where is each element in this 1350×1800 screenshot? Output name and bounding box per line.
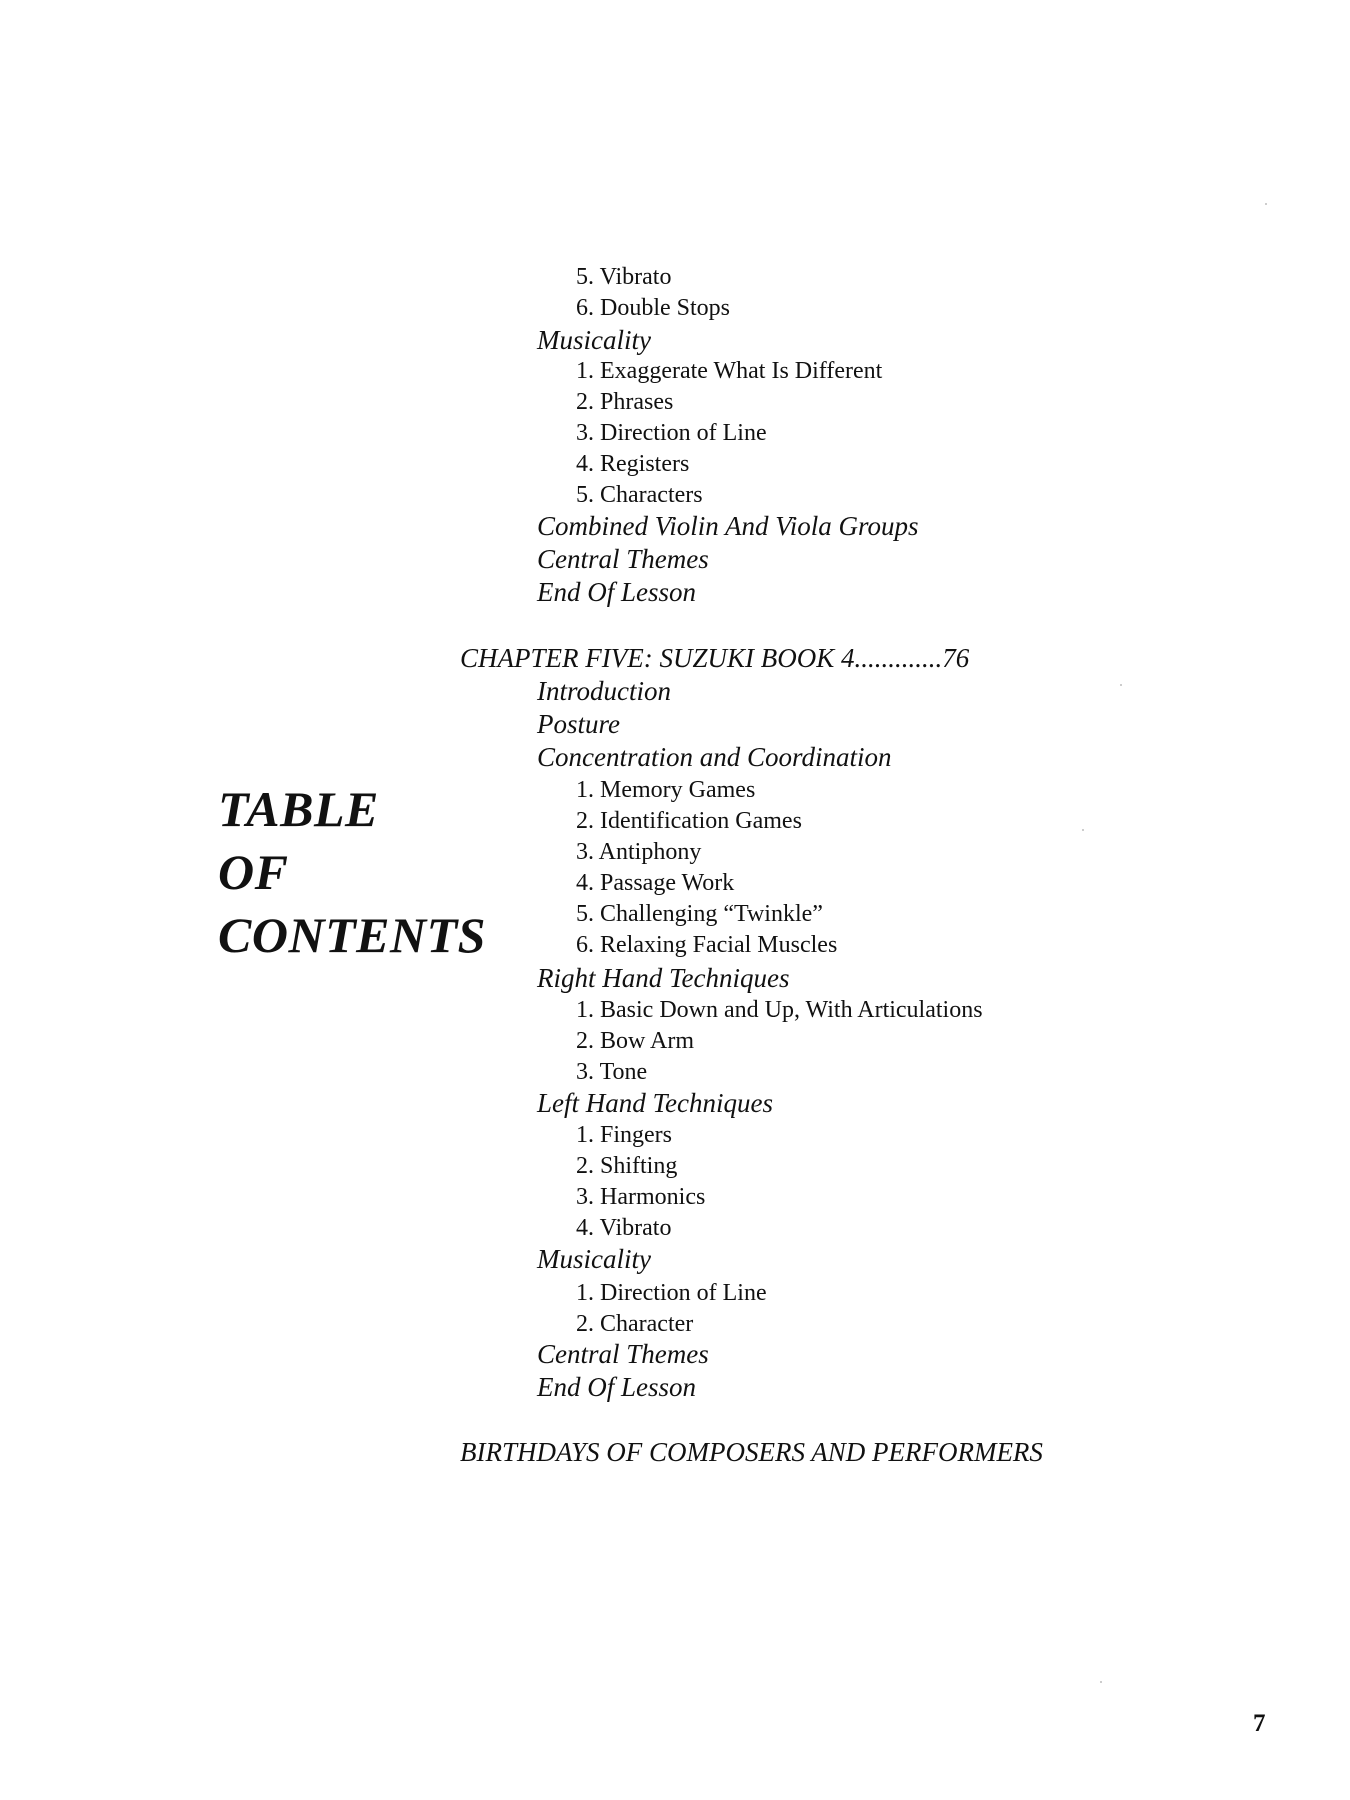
toc-item: 1. Direction of Line xyxy=(576,1280,767,1306)
toc-section-central-themes: Central Themes xyxy=(537,544,709,574)
toc-item: 2. Character xyxy=(576,1311,694,1337)
toc-item: 6. Double Stops xyxy=(576,295,731,321)
toc-section-end-of-lesson: End Of Lesson xyxy=(537,1372,697,1402)
toc-item: 3. Antiphony xyxy=(576,839,702,865)
toc-section-musicality: Musicality xyxy=(537,1244,651,1274)
toc-item: 5. Challenging “Twinkle” xyxy=(576,901,823,927)
toc-item: 6. Relaxing Facial Muscles xyxy=(576,932,838,958)
toc-item: 2. Shifting xyxy=(576,1153,678,1179)
scan-speck xyxy=(1082,829,1084,831)
toc-item: 3. Tone xyxy=(576,1059,648,1085)
table-of-contents-title xyxy=(218,778,486,967)
toc-item: 1. Memory Games xyxy=(576,777,756,803)
toc-section-posture: Posture xyxy=(537,709,620,739)
toc-item: 4. Registers xyxy=(576,451,690,477)
scan-speck xyxy=(1265,203,1267,205)
toc-item: 3. Harmonics xyxy=(576,1184,706,1210)
toc-item: 3. Direction of Line xyxy=(576,420,767,446)
toc-item: 1. Basic Down and Up, With Articulations xyxy=(576,997,983,1023)
toc-section-introduction: Introduction xyxy=(537,676,671,706)
toc-birthdays: BIRTHDAYS OF COMPOSERS AND PERFORMERS xyxy=(460,1437,1043,1467)
toc-section-left-hand: Left Hand Techniques xyxy=(537,1088,773,1118)
title-line-contents: CONTENTS xyxy=(218,907,486,963)
title-line-of: OF xyxy=(218,844,289,900)
scan-speck xyxy=(1120,684,1122,686)
toc-item: 5. Vibrato xyxy=(576,264,672,290)
toc-section-combined-groups: Combined Violin And Viola Groups xyxy=(537,511,919,541)
toc-section-musicality: Musicality xyxy=(537,325,651,355)
title-line-table: TABLE xyxy=(218,781,379,837)
toc-item: 4. Passage Work xyxy=(576,870,735,896)
toc-section-central-themes: Central Themes xyxy=(537,1339,709,1369)
toc-item: 4. Vibrato xyxy=(576,1215,672,1241)
toc-section-concentration: Concentration and Coordination xyxy=(537,742,892,772)
toc-chapter-five: CHAPTER FIVE: SUZUKI BOOK 4.............76 xyxy=(460,643,970,673)
toc-item: 1. Fingers xyxy=(576,1122,672,1148)
page-number: 7 xyxy=(1253,1710,1266,1737)
toc-item: 5. Characters xyxy=(576,482,703,508)
toc-item: 2. Identification Games xyxy=(576,808,802,834)
toc-item: 1. Exaggerate What Is Different xyxy=(576,358,883,384)
toc-item: 2. Phrases xyxy=(576,389,674,415)
toc-section-right-hand: Right Hand Techniques xyxy=(537,963,790,993)
toc-section-end-of-lesson: End Of Lesson xyxy=(537,577,697,607)
toc-item: 2. Bow Arm xyxy=(576,1028,695,1054)
scan-speck xyxy=(1100,1681,1102,1683)
